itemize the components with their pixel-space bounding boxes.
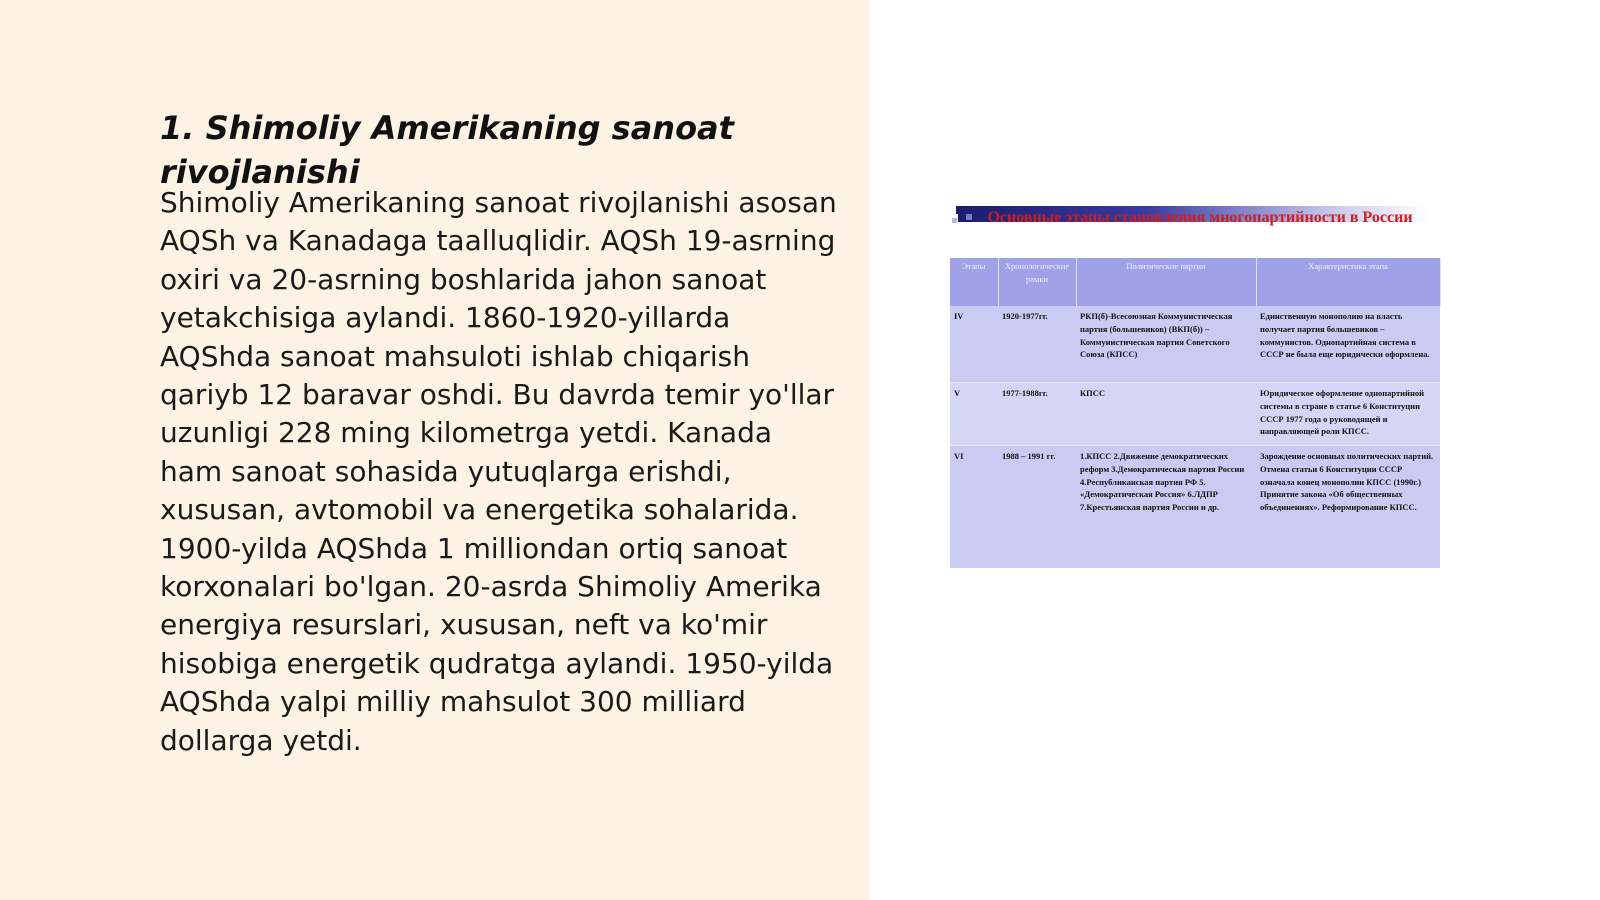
- table-row: [950, 446, 1440, 565]
- embedded-table-image: [950, 200, 1440, 568]
- table-cell: V: [950, 383, 998, 446]
- table-cell: IV: [954, 311, 964, 321]
- table-cell: 1977-1988гг.: [998, 383, 1076, 446]
- image-title: Основные этапы становления многопартийности в России: [987, 209, 1413, 226]
- image-decor-square: [956, 206, 964, 214]
- table-cell: 1920-1977гг.: [1002, 311, 1048, 321]
- table-cell: Юридическое оформление однопартийной системы в стране в статье 6 Конституции СССР 1977 года о руководящей и направляющей роли КПСС.: [1256, 383, 1440, 446]
- table-header: Этапы: [950, 258, 998, 306]
- table-cell: РКП(б)-Всесоюзная Коммунистическая партия (большевиков) (ВКП(б)) – Коммунистическая партия Советского Союза (КПСС): [1080, 311, 1233, 360]
- table-header: Хронологические рамки: [998, 258, 1076, 306]
- table-cell: 1.КПСС 2.Движение демократических реформ 3.Демократическая партия России 4.Республиканская партия РФ 5. «Демократическая Россия» 6.ЛДПР 7.Крестьянская партия России и др.: [1076, 446, 1256, 565]
- table-cell: Единственную монополию на власть получает партия большевиков – коммунистов. Однопартийная система в СССР не была еще юридически оформлена.: [1260, 311, 1430, 360]
- table-cell: 1988 – 1991 гг.: [998, 446, 1076, 565]
- image-decor-square: [952, 218, 957, 223]
- image-table: [950, 258, 1440, 568]
- slide-body-text: Shimoliy Amerikaning sanoat rivojlanishi asosan AQSh va Kanadaga taalluqlidir. AQSh 19-asrning oxiri va 20-asrning boshlarida jahon sanoat yetakchisiga aylandi. 1860-1920-yillarda AQShda sanoat mahsuloti ishlab chiqarish qariyb 12 baravar oshdi. Bu davrda temir yo'llar uzunligi 228 ming kilometrga yetdi. Kanada ham sanoat sohasida yutuqlarga erishdi, xususan, avtomobil va energetika sohalarida. 1900-yilda AQShda 1 milliondan ortiq sanoat korxonalari bo'lgan. 20-asrda Shimoliy Amerika energiya resurslari, xususan, neft va ko'mir hisobiga energetik qudratga aylandi. 1950-yilda AQShda yalpi milliy mahsulot 300 milliard dollarga yetdi.: [160, 186, 837, 757]
- table-row: [950, 306, 1440, 383]
- table-cell: КПСС: [1076, 383, 1256, 446]
- table-row: [950, 383, 1440, 446]
- slide-title: 1. Shimoliy Amerikaning sanoat rivojlanishi: [160, 109, 734, 191]
- table-cell: Зарождение основных политических партий. Отмена статьи 6 Конституции СССР означала конец монополии КПСС (1990г.) Принятие закона «Об общественных объединениях». Реформирование КПСС.: [1256, 446, 1440, 565]
- table-header: Характеристика этапа: [1256, 258, 1440, 306]
- table-header: Политические партии: [1076, 258, 1256, 306]
- table-cell: VI: [950, 446, 998, 565]
